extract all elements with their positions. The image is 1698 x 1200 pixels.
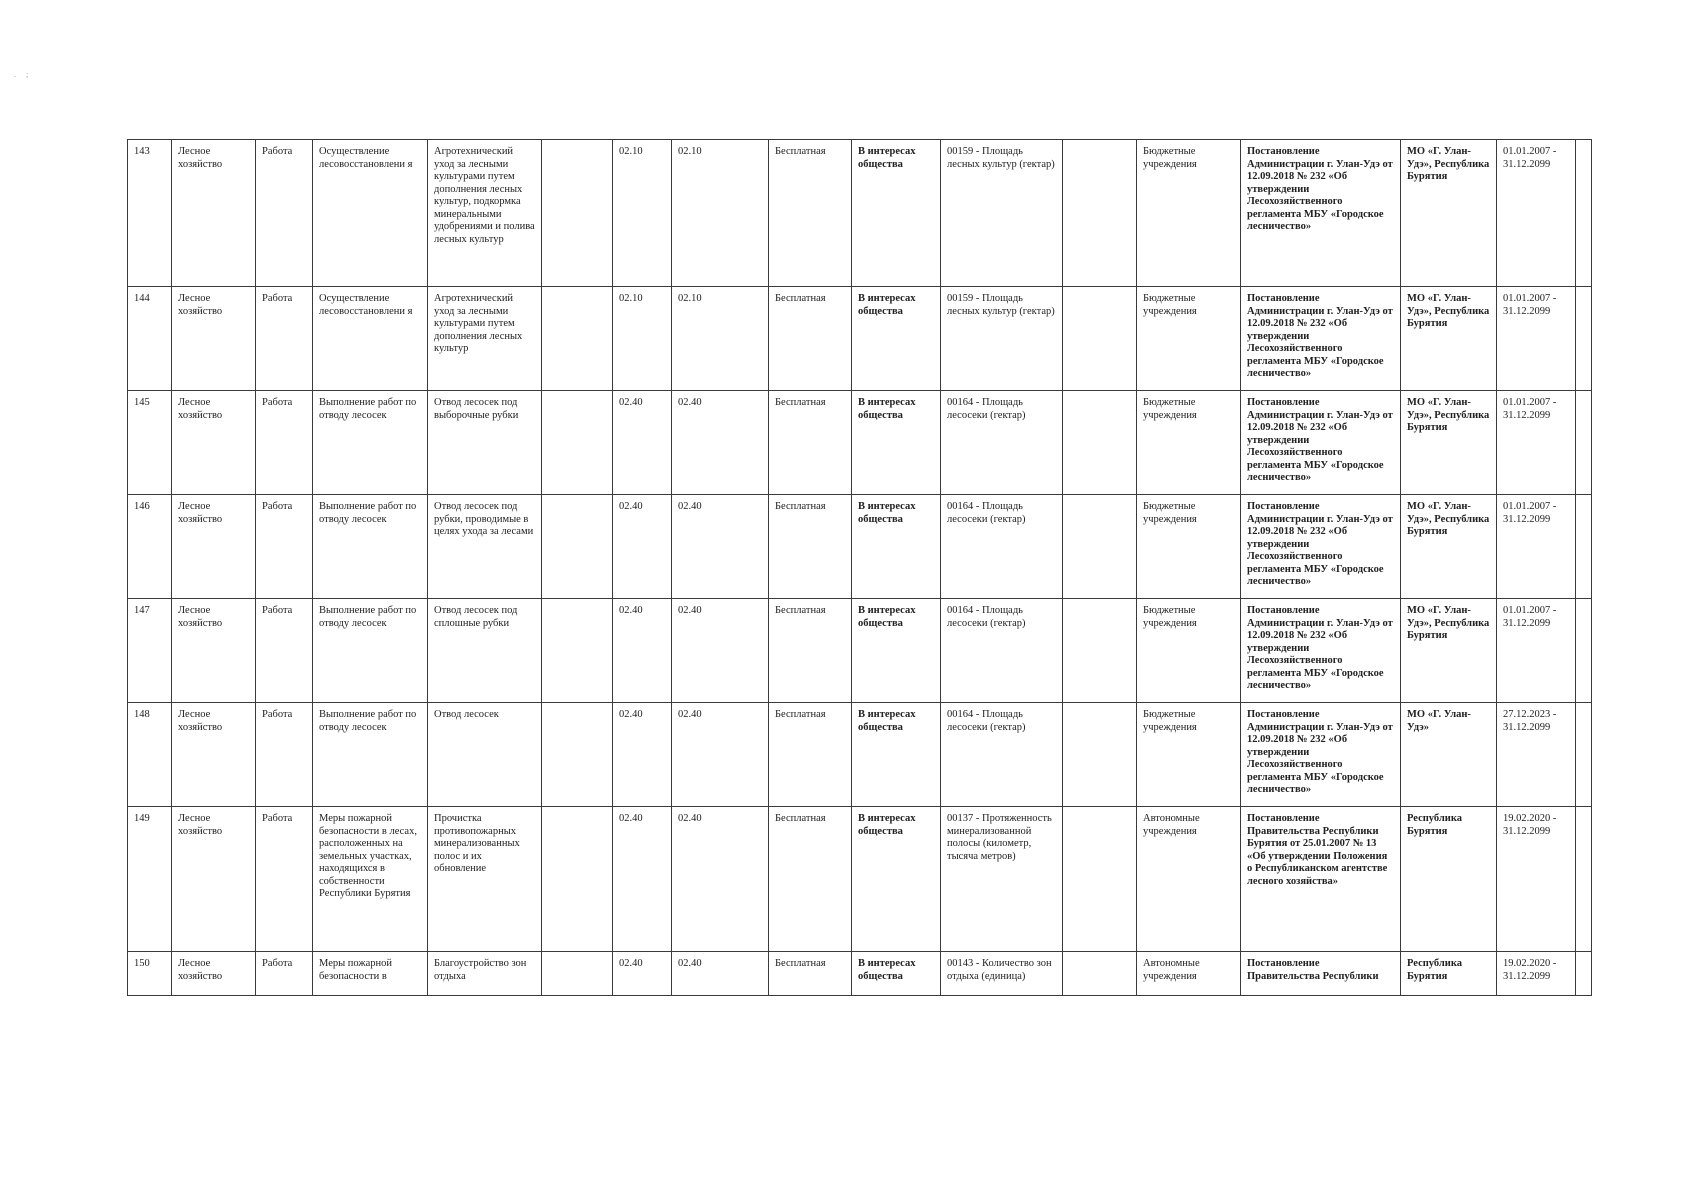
row-number: 147 xyxy=(128,599,172,703)
table-row xyxy=(128,599,1592,703)
empty-cell xyxy=(542,952,613,996)
indicator-cell: 00164 - Площадь лесосеки (гектар) xyxy=(941,703,1063,807)
interest-cell: В интересах общества xyxy=(852,599,941,703)
founder-cell: МО «Г. Улан-Удэ», Республика Бурятия xyxy=(1401,140,1497,287)
interest-cell: В интересах общества xyxy=(852,495,941,599)
table-row xyxy=(128,140,1592,287)
period-cell: 01.01.2007 - 31.12.2099 xyxy=(1497,287,1576,391)
founder-cell: Республика Бурятия xyxy=(1401,807,1497,952)
payment-type-cell: Бесплатная xyxy=(769,391,852,495)
period-cell: 01.01.2007 - 31.12.2099 xyxy=(1497,140,1576,287)
legal-act-cell: Постановление Администрации г. Улан-Удэ от 12.09.2018 № 232 «Об утверждении Лесохозяйственного регламента МБУ «Городское лесничество» xyxy=(1241,391,1401,495)
payment-type-cell: Бесплатная xyxy=(769,287,852,391)
period-cell: 01.01.2007 - 31.12.2099 xyxy=(1497,391,1576,495)
institution-type-cell: Бюджетные учреждения xyxy=(1137,599,1241,703)
work-content-cell: Отвод лесосек под выборочные рубки xyxy=(428,391,542,495)
empty-cell xyxy=(1063,599,1137,703)
sector-cell: Лесное хозяйство xyxy=(172,703,256,807)
institution-type-cell: Автономные учреждения xyxy=(1137,807,1241,952)
payment-type-cell: Бесплатная xyxy=(769,495,852,599)
institution-type-cell: Бюджетные учреждения xyxy=(1137,495,1241,599)
kind-cell: Работа xyxy=(256,807,313,952)
interest-cell: В интересах общества xyxy=(852,703,941,807)
indicator-cell: 00159 - Площадь лесных культур (гектар) xyxy=(941,140,1063,287)
empty-cell xyxy=(1063,140,1137,287)
empty-cell xyxy=(1576,952,1592,996)
payment-type-cell: Бесплатная xyxy=(769,952,852,996)
indicator-cell: 00164 - Площадь лесосеки (гектар) xyxy=(941,495,1063,599)
institution-type-cell: Бюджетные учреждения xyxy=(1137,140,1241,287)
empty-cell xyxy=(1576,807,1592,952)
sector-cell: Лесное хозяйство xyxy=(172,495,256,599)
work-name-cell: Осуществление лесовосстановлени я xyxy=(313,140,428,287)
period-cell: 01.01.2007 - 31.12.2099 xyxy=(1497,599,1576,703)
legal-act-cell: Постановление Администрации г. Улан-Удэ от 12.09.2018 № 232 «Об утверждении Лесохозяйственного регламента МБУ «Городское лесничество» xyxy=(1241,495,1401,599)
founder-cell: МО «Г. Улан-Удэ», Республика Бурятия xyxy=(1401,495,1497,599)
kind-cell: Работа xyxy=(256,952,313,996)
row-number: 146 xyxy=(128,495,172,599)
sector-cell: Лесное хозяйство xyxy=(172,952,256,996)
kind-cell: Работа xyxy=(256,599,313,703)
empty-cell xyxy=(1576,599,1592,703)
code-cell: 02.40 xyxy=(672,952,769,996)
work-content-cell: Отвод лесосек xyxy=(428,703,542,807)
interest-cell: В интересах общества xyxy=(852,952,941,996)
row-number: 150 xyxy=(128,952,172,996)
scan-corner-marks: . ; xyxy=(14,70,33,79)
table-row xyxy=(128,952,1592,996)
work-name-cell: Выполнение работ по отводу лесосек xyxy=(313,495,428,599)
empty-cell xyxy=(542,140,613,287)
period-cell: 01.01.2007 - 31.12.2099 xyxy=(1497,495,1576,599)
empty-cell xyxy=(1063,952,1137,996)
period-cell: 19.02.2020 - 31.12.2099 xyxy=(1497,807,1576,952)
code-cell: 02.40 xyxy=(613,495,672,599)
period-cell: 27.12.2023 - 31.12.2099 xyxy=(1497,703,1576,807)
kind-cell: Работа xyxy=(256,287,313,391)
institution-type-cell: Бюджетные учреждения xyxy=(1137,703,1241,807)
table-row xyxy=(128,495,1592,599)
institution-type-cell: Бюджетные учреждения xyxy=(1137,287,1241,391)
work-name-cell: Меры пожарной безопасности в лесах, расположенных на земельных участках, находящихся в собственности Республики Бурятия xyxy=(313,807,428,952)
empty-cell xyxy=(1576,391,1592,495)
empty-cell xyxy=(1576,287,1592,391)
legal-act-cell: Постановление Правительства Республики xyxy=(1241,952,1401,996)
work-content-cell: Благоустройство зон отдыха xyxy=(428,952,542,996)
payment-type-cell: Бесплатная xyxy=(769,140,852,287)
code-cell: 02.40 xyxy=(672,391,769,495)
code-cell: 02.40 xyxy=(672,495,769,599)
founder-cell: МО «Г. Улан-Удэ», Республика Бурятия xyxy=(1401,391,1497,495)
code-cell: 02.40 xyxy=(613,807,672,952)
indicator-cell: 00164 - Площадь лесосеки (гектар) xyxy=(941,599,1063,703)
empty-cell xyxy=(542,495,613,599)
empty-cell xyxy=(542,391,613,495)
row-number: 144 xyxy=(128,287,172,391)
work-name-cell: Выполнение работ по отводу лесосек xyxy=(313,703,428,807)
institution-type-cell: Автономные учреждения xyxy=(1137,952,1241,996)
code-cell: 02.10 xyxy=(613,287,672,391)
interest-cell: В интересах общества xyxy=(852,807,941,952)
sector-cell: Лесное хозяйство xyxy=(172,391,256,495)
indicator-cell: 00164 - Площадь лесосеки (гектар) xyxy=(941,391,1063,495)
empty-cell xyxy=(1576,703,1592,807)
work-content-cell: Отвод лесосек под сплошные рубки xyxy=(428,599,542,703)
legal-act-cell: Постановление Администрации г. Улан-Удэ от 12.09.2018 № 232 «Об утверждении Лесохозяйственного регламента МБУ «Городское лесничество» xyxy=(1241,599,1401,703)
empty-cell xyxy=(542,599,613,703)
legal-act-cell: Постановление Администрации г. Улан-Удэ от 12.09.2018 № 232 «Об утверждении Лесохозяйственного регламента МБУ «Городское лесничество» xyxy=(1241,703,1401,807)
interest-cell: В интересах общества xyxy=(852,391,941,495)
empty-cell xyxy=(1063,807,1137,952)
interest-cell: В интересах общества xyxy=(852,287,941,391)
code-cell: 02.40 xyxy=(672,599,769,703)
work-name-cell: Осуществление лесовосстановлени я xyxy=(313,287,428,391)
code-cell: 02.40 xyxy=(613,599,672,703)
empty-cell xyxy=(1576,495,1592,599)
empty-cell xyxy=(542,807,613,952)
founder-cell: Республика Бурятия xyxy=(1401,952,1497,996)
kind-cell: Работа xyxy=(256,495,313,599)
empty-cell xyxy=(1063,703,1137,807)
payment-type-cell: Бесплатная xyxy=(769,807,852,952)
payment-type-cell: Бесплатная xyxy=(769,599,852,703)
work-content-cell: Агротехнический уход за лесными культурами путем дополнения лесных культур, подкормка минеральными удобрениями и полива лесных культур xyxy=(428,140,542,287)
code-cell: 02.10 xyxy=(672,140,769,287)
work-name-cell: Выполнение работ по отводу лесосек xyxy=(313,599,428,703)
row-number: 145 xyxy=(128,391,172,495)
founder-cell: МО «Г. Улан-Удэ», Республика Бурятия xyxy=(1401,287,1497,391)
legal-act-cell: Постановление Правительства Республики Бурятия от 25.01.2007 № 13 «Об утверждении Положения о Республиканском агентстве лесного хозяйства» xyxy=(1241,807,1401,952)
table-row xyxy=(128,287,1592,391)
sector-cell: Лесное хозяйство xyxy=(172,807,256,952)
code-cell: 02.40 xyxy=(613,952,672,996)
kind-cell: Работа xyxy=(256,703,313,807)
founder-cell: МО «Г. Улан-Удэ», Республика Бурятия xyxy=(1401,599,1497,703)
row-number: 149 xyxy=(128,807,172,952)
code-cell: 02.40 xyxy=(672,807,769,952)
payment-type-cell: Бесплатная xyxy=(769,703,852,807)
row-number: 148 xyxy=(128,703,172,807)
table-row xyxy=(128,807,1592,952)
indicator-cell: 00137 - Протяженность минерализованной полосы (километр, тысяча метров) xyxy=(941,807,1063,952)
empty-cell xyxy=(1063,287,1137,391)
code-cell: 02.10 xyxy=(672,287,769,391)
kind-cell: Работа xyxy=(256,140,313,287)
empty-cell xyxy=(542,287,613,391)
legal-act-cell: Постановление Администрации г. Улан-Удэ от 12.09.2018 № 232 «Об утверждении Лесохозяйственного регламента МБУ «Городское лесничество» xyxy=(1241,287,1401,391)
work-name-cell: Выполнение работ по отводу лесосек xyxy=(313,391,428,495)
period-cell: 19.02.2020 - 31.12.2099 xyxy=(1497,952,1576,996)
sector-cell: Лесное хозяйство xyxy=(172,287,256,391)
work-content-cell: Агротехнический уход за лесными культурами путем дополнения лесных культур xyxy=(428,287,542,391)
interest-cell: В интересах общества xyxy=(852,140,941,287)
institution-type-cell: Бюджетные учреждения xyxy=(1137,391,1241,495)
code-cell: 02.40 xyxy=(613,703,672,807)
row-number: 143 xyxy=(128,140,172,287)
empty-cell xyxy=(1576,140,1592,287)
work-content-cell: Прочистка противопожарных минерализованных полос и их обновление xyxy=(428,807,542,952)
sector-cell: Лесное хозяйство xyxy=(172,140,256,287)
founder-cell: МО «Г. Улан-Удэ» xyxy=(1401,703,1497,807)
empty-cell xyxy=(1063,391,1137,495)
code-cell: 02.40 xyxy=(672,703,769,807)
empty-cell xyxy=(542,703,613,807)
code-cell: 02.10 xyxy=(613,140,672,287)
table-body xyxy=(128,140,1592,996)
code-cell: 02.40 xyxy=(613,391,672,495)
indicator-cell: 00159 - Площадь лесных культур (гектар) xyxy=(941,287,1063,391)
indicator-cell: 00143 - Количество зон отдыха (единица) xyxy=(941,952,1063,996)
sector-cell: Лесное хозяйство xyxy=(172,599,256,703)
empty-cell xyxy=(1063,495,1137,599)
legal-act-cell: Постановление Администрации г. Улан-Удэ от 12.09.2018 № 232 «Об утверждении Лесохозяйственного регламента МБУ «Городское лесничество» xyxy=(1241,140,1401,287)
services-register-table xyxy=(127,139,1592,996)
work-name-cell: Меры пожарной безопасности в xyxy=(313,952,428,996)
table-row xyxy=(128,703,1592,807)
kind-cell: Работа xyxy=(256,391,313,495)
table-row xyxy=(128,391,1592,495)
work-content-cell: Отвод лесосек под рубки, проводимые в целях ухода за лесами xyxy=(428,495,542,599)
